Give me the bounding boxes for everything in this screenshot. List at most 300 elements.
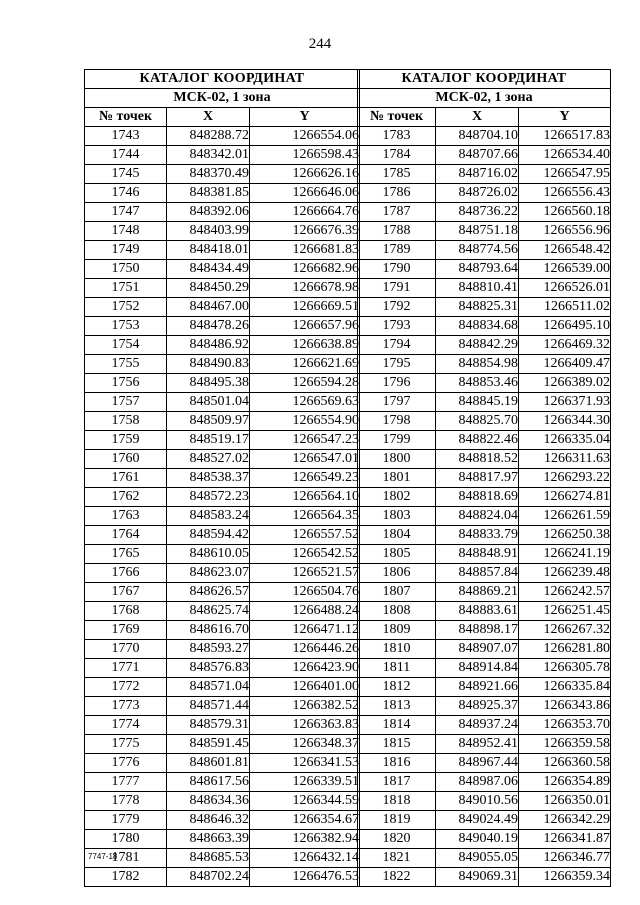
point-number-cell: 1814 — [358, 716, 436, 735]
table-row — [358, 773, 611, 792]
table-row — [85, 469, 360, 488]
table-title-row — [85, 70, 360, 89]
y-coordinate-cell: 1266344.30 — [519, 412, 611, 431]
point-number-cell: 1778 — [85, 792, 167, 811]
point-number-cell: 1788 — [358, 222, 436, 241]
table-row — [85, 659, 360, 678]
point-number-cell: 1805 — [358, 545, 436, 564]
y-coordinate-cell: 1266678.98 — [250, 279, 360, 298]
table-row — [85, 317, 360, 336]
x-coordinate-cell: 848509.97 — [167, 412, 250, 431]
x-coordinate-cell: 848490.83 — [167, 355, 250, 374]
table-subtitle-row — [85, 89, 360, 108]
x-coordinate-cell: 848467.00 — [167, 298, 250, 317]
y-coordinate-cell: 1266261.59 — [519, 507, 611, 526]
y-coordinate-cell: 1266469.32 — [519, 336, 611, 355]
table-row — [358, 146, 611, 165]
table-row — [85, 507, 360, 526]
y-coordinate-cell: 1266521.57 — [250, 564, 360, 583]
x-coordinate-cell: 848854.98 — [436, 355, 519, 374]
x-coordinate-cell: 848952.41 — [436, 735, 519, 754]
table-row — [358, 716, 611, 735]
column-header-y: Y — [250, 108, 360, 127]
table-row — [358, 450, 611, 469]
y-coordinate-cell: 1266569.63 — [250, 393, 360, 412]
y-coordinate-cell: 1266250.38 — [519, 526, 611, 545]
y-coordinate-cell: 1266598.43 — [250, 146, 360, 165]
table-row — [358, 602, 611, 621]
table-header-row — [85, 108, 360, 127]
table-row — [85, 355, 360, 374]
table-row — [358, 488, 611, 507]
point-number-cell: 1819 — [358, 811, 436, 830]
y-coordinate-cell: 1266350.01 — [519, 792, 611, 811]
x-coordinate-cell: 849010.56 — [436, 792, 519, 811]
table-row — [358, 374, 611, 393]
y-coordinate-cell: 1266594.28 — [250, 374, 360, 393]
x-coordinate-cell: 848663.39 — [167, 830, 250, 849]
x-coordinate-cell: 848842.29 — [436, 336, 519, 355]
table-row — [358, 507, 611, 526]
x-coordinate-cell: 848392.06 — [167, 203, 250, 222]
x-coordinate-cell: 848883.61 — [436, 602, 519, 621]
point-number-cell: 1775 — [85, 735, 167, 754]
table-row — [85, 184, 360, 203]
y-coordinate-cell: 1266344.59 — [250, 792, 360, 811]
table-row — [85, 165, 360, 184]
column-header-y: Y — [519, 108, 611, 127]
point-number-cell: 1798 — [358, 412, 436, 431]
x-coordinate-cell: 848571.44 — [167, 697, 250, 716]
point-number-cell: 1769 — [85, 621, 167, 640]
y-coordinate-cell: 1266335.84 — [519, 678, 611, 697]
table-row — [85, 830, 360, 849]
table-row — [358, 830, 611, 849]
table-row — [358, 697, 611, 716]
point-number-cell: 1797 — [358, 393, 436, 412]
y-coordinate-cell: 1266681.83 — [250, 241, 360, 260]
y-coordinate-cell: 1266557.52 — [250, 526, 360, 545]
y-coordinate-cell: 1266446.26 — [250, 640, 360, 659]
x-coordinate-cell: 848486.92 — [167, 336, 250, 355]
x-coordinate-cell: 848450.29 — [167, 279, 250, 298]
point-number-cell: 1822 — [358, 868, 436, 887]
table-row — [358, 203, 611, 222]
table-row — [85, 716, 360, 735]
x-coordinate-cell: 848572.23 — [167, 488, 250, 507]
point-number-cell: 1743 — [85, 127, 167, 146]
table-row — [358, 279, 611, 298]
table-row — [358, 564, 611, 583]
point-number-cell: 1802 — [358, 488, 436, 507]
x-coordinate-cell: 848623.07 — [167, 564, 250, 583]
point-number-cell: 1761 — [85, 469, 167, 488]
y-coordinate-cell: 1266348.37 — [250, 735, 360, 754]
point-number-cell: 1746 — [85, 184, 167, 203]
table-row — [358, 165, 611, 184]
y-coordinate-cell: 1266354.67 — [250, 811, 360, 830]
x-coordinate-cell: 848418.01 — [167, 241, 250, 260]
x-coordinate-cell: 848736.22 — [436, 203, 519, 222]
table-row — [85, 412, 360, 431]
x-coordinate-cell: 848594.42 — [167, 526, 250, 545]
y-coordinate-cell: 1266564.35 — [250, 507, 360, 526]
point-number-cell: 1751 — [85, 279, 167, 298]
x-coordinate-cell: 848751.18 — [436, 222, 519, 241]
point-number-cell: 1803 — [358, 507, 436, 526]
y-coordinate-cell: 1266281.80 — [519, 640, 611, 659]
x-coordinate-cell: 848593.27 — [167, 640, 250, 659]
x-coordinate-cell: 848571.04 — [167, 678, 250, 697]
x-coordinate-cell: 848381.85 — [167, 184, 250, 203]
point-number-cell: 1747 — [85, 203, 167, 222]
y-coordinate-cell: 1266401.00 — [250, 678, 360, 697]
table-row — [358, 317, 611, 336]
table-row — [358, 431, 611, 450]
table-row — [358, 526, 611, 545]
table-header-row — [358, 108, 611, 127]
y-coordinate-cell: 1266335.04 — [519, 431, 611, 450]
point-number-cell: 1817 — [358, 773, 436, 792]
y-coordinate-cell: 1266560.18 — [519, 203, 611, 222]
y-coordinate-cell: 1266471.12 — [250, 621, 360, 640]
y-coordinate-cell: 1266646.06 — [250, 184, 360, 203]
point-number-cell: 1804 — [358, 526, 436, 545]
y-coordinate-cell: 1266363.83 — [250, 716, 360, 735]
x-coordinate-cell: 848646.32 — [167, 811, 250, 830]
point-number-cell: 1771 — [85, 659, 167, 678]
point-number-cell: 1752 — [85, 298, 167, 317]
x-coordinate-cell: 848478.26 — [167, 317, 250, 336]
table-row — [85, 203, 360, 222]
table-title-row — [358, 70, 611, 89]
table-row — [85, 811, 360, 830]
x-coordinate-cell: 848288.72 — [167, 127, 250, 146]
y-coordinate-cell: 1266539.00 — [519, 260, 611, 279]
point-number-cell: 1758 — [85, 412, 167, 431]
y-coordinate-cell: 1266267.32 — [519, 621, 611, 640]
y-coordinate-cell: 1266339.51 — [250, 773, 360, 792]
table-row — [85, 374, 360, 393]
x-coordinate-cell: 848495.38 — [167, 374, 250, 393]
y-coordinate-cell: 1266488.24 — [250, 602, 360, 621]
y-coordinate-cell: 1266556.43 — [519, 184, 611, 203]
x-coordinate-cell: 848704.10 — [436, 127, 519, 146]
table-row — [85, 336, 360, 355]
point-number-cell: 1795 — [358, 355, 436, 374]
x-coordinate-cell: 848434.49 — [167, 260, 250, 279]
x-coordinate-cell: 848610.05 — [167, 545, 250, 564]
x-coordinate-cell: 849040.19 — [436, 830, 519, 849]
x-coordinate-cell: 848583.24 — [167, 507, 250, 526]
point-number-cell: 1784 — [358, 146, 436, 165]
point-number-cell: 1796 — [358, 374, 436, 393]
point-number-cell: 1770 — [85, 640, 167, 659]
point-number-cell: 1765 — [85, 545, 167, 564]
x-coordinate-cell: 848967.44 — [436, 754, 519, 773]
table-row — [358, 583, 611, 602]
point-number-cell: 1776 — [85, 754, 167, 773]
coordinate-catalog-table-right — [357, 69, 611, 887]
table-row — [85, 602, 360, 621]
y-coordinate-cell: 1266389.02 — [519, 374, 611, 393]
table-title: КАТАЛОГ КООРДИНАТ — [85, 70, 360, 89]
x-coordinate-cell: 848774.56 — [436, 241, 519, 260]
x-coordinate-cell: 848914.84 — [436, 659, 519, 678]
y-coordinate-cell: 1266476.53 — [250, 868, 360, 887]
point-number-cell: 1794 — [358, 336, 436, 355]
y-coordinate-cell: 1266495.10 — [519, 317, 611, 336]
y-coordinate-cell: 1266382.94 — [250, 830, 360, 849]
table-row — [85, 697, 360, 716]
document-code: 7747-18 — [88, 852, 118, 861]
point-number-cell: 1779 — [85, 811, 167, 830]
y-coordinate-cell: 1266346.77 — [519, 849, 611, 868]
x-coordinate-cell: 848342.01 — [167, 146, 250, 165]
y-coordinate-cell: 1266517.83 — [519, 127, 611, 146]
x-coordinate-cell: 848857.84 — [436, 564, 519, 583]
y-coordinate-cell: 1266682.96 — [250, 260, 360, 279]
y-coordinate-cell: 1266542.52 — [250, 545, 360, 564]
x-coordinate-cell: 848634.36 — [167, 792, 250, 811]
table-row — [85, 488, 360, 507]
x-coordinate-cell: 848825.31 — [436, 298, 519, 317]
x-coordinate-cell: 848848.91 — [436, 545, 519, 564]
y-coordinate-cell: 1266554.90 — [250, 412, 360, 431]
point-number-cell: 1749 — [85, 241, 167, 260]
y-coordinate-cell: 1266382.52 — [250, 697, 360, 716]
point-number-cell: 1799 — [358, 431, 436, 450]
x-coordinate-cell: 848519.17 — [167, 431, 250, 450]
point-number-cell: 1800 — [358, 450, 436, 469]
x-coordinate-cell: 848937.24 — [436, 716, 519, 735]
x-coordinate-cell: 848591.45 — [167, 735, 250, 754]
column-header-x: X — [167, 108, 250, 127]
x-coordinate-cell: 848853.46 — [436, 374, 519, 393]
x-coordinate-cell: 848925.37 — [436, 697, 519, 716]
x-coordinate-cell: 848869.21 — [436, 583, 519, 602]
y-coordinate-cell: 1266242.57 — [519, 583, 611, 602]
point-number-cell: 1786 — [358, 184, 436, 203]
x-coordinate-cell: 848987.06 — [436, 773, 519, 792]
x-coordinate-cell: 848601.81 — [167, 754, 250, 773]
point-number-cell: 1744 — [85, 146, 167, 165]
y-coordinate-cell: 1266548.42 — [519, 241, 611, 260]
point-number-cell: 1821 — [358, 849, 436, 868]
x-coordinate-cell: 848625.74 — [167, 602, 250, 621]
point-number-cell: 1820 — [358, 830, 436, 849]
point-number-cell: 1811 — [358, 659, 436, 678]
point-number-cell: 1806 — [358, 564, 436, 583]
x-coordinate-cell: 848702.24 — [167, 868, 250, 887]
y-coordinate-cell: 1266556.96 — [519, 222, 611, 241]
table-row — [358, 355, 611, 374]
table-row — [358, 640, 611, 659]
y-coordinate-cell: 1266423.90 — [250, 659, 360, 678]
point-number-cell: 1748 — [85, 222, 167, 241]
y-coordinate-cell: 1266274.81 — [519, 488, 611, 507]
table-row — [85, 222, 360, 241]
point-number-cell: 1760 — [85, 450, 167, 469]
point-number-cell: 1764 — [85, 526, 167, 545]
table-row — [358, 222, 611, 241]
x-coordinate-cell: 848576.83 — [167, 659, 250, 678]
table-row — [358, 184, 611, 203]
y-coordinate-cell: 1266341.53 — [250, 754, 360, 773]
point-number-cell: 1809 — [358, 621, 436, 640]
x-coordinate-cell: 848834.68 — [436, 317, 519, 336]
y-coordinate-cell: 1266669.51 — [250, 298, 360, 317]
table-row — [358, 735, 611, 754]
y-coordinate-cell: 1266626.16 — [250, 165, 360, 184]
y-coordinate-cell: 1266359.58 — [519, 735, 611, 754]
x-coordinate-cell: 848817.97 — [436, 469, 519, 488]
y-coordinate-cell: 1266511.02 — [519, 298, 611, 317]
y-coordinate-cell: 1266657.96 — [250, 317, 360, 336]
x-coordinate-cell: 848685.53 — [167, 849, 250, 868]
point-number-cell: 1812 — [358, 678, 436, 697]
table-row — [85, 146, 360, 165]
x-coordinate-cell: 848822.46 — [436, 431, 519, 450]
point-number-cell: 1753 — [85, 317, 167, 336]
y-coordinate-cell: 1266354.89 — [519, 773, 611, 792]
table-row — [358, 260, 611, 279]
y-coordinate-cell: 1266241.19 — [519, 545, 611, 564]
y-coordinate-cell: 1266504.76 — [250, 583, 360, 602]
table-row — [85, 298, 360, 317]
x-coordinate-cell: 848810.41 — [436, 279, 519, 298]
table-row — [85, 260, 360, 279]
coordinate-catalog-table-left — [84, 69, 360, 887]
point-number-cell: 1801 — [358, 469, 436, 488]
x-coordinate-cell: 848617.56 — [167, 773, 250, 792]
table-row — [358, 792, 611, 811]
table-row — [85, 564, 360, 583]
point-number-cell: 1818 — [358, 792, 436, 811]
x-coordinate-cell: 848579.31 — [167, 716, 250, 735]
point-number-cell: 1767 — [85, 583, 167, 602]
table-subtitle: МСК-02, 1 зона — [85, 89, 360, 108]
point-number-cell: 1774 — [85, 716, 167, 735]
point-number-cell: 1762 — [85, 488, 167, 507]
table-row — [358, 469, 611, 488]
table-row — [358, 659, 611, 678]
table-row — [358, 868, 611, 887]
point-number-cell: 1772 — [85, 678, 167, 697]
point-number-cell: 1766 — [85, 564, 167, 583]
x-coordinate-cell: 848824.04 — [436, 507, 519, 526]
point-number-cell: 1759 — [85, 431, 167, 450]
table-row — [85, 640, 360, 659]
point-number-cell: 1756 — [85, 374, 167, 393]
x-coordinate-cell: 848527.02 — [167, 450, 250, 469]
table-row — [85, 754, 360, 773]
y-coordinate-cell: 1266341.87 — [519, 830, 611, 849]
table-row — [85, 621, 360, 640]
point-number-cell: 1773 — [85, 697, 167, 716]
point-number-cell: 1789 — [358, 241, 436, 260]
table-row — [358, 849, 611, 868]
point-number-cell: 1793 — [358, 317, 436, 336]
point-number-cell: 1754 — [85, 336, 167, 355]
table-row — [85, 279, 360, 298]
table-row — [85, 678, 360, 697]
y-coordinate-cell: 1266239.48 — [519, 564, 611, 583]
y-coordinate-cell: 1266526.01 — [519, 279, 611, 298]
x-coordinate-cell: 848907.07 — [436, 640, 519, 659]
table-subtitle: МСК-02, 1 зона — [358, 89, 611, 108]
table-row — [85, 792, 360, 811]
x-coordinate-cell: 848898.17 — [436, 621, 519, 640]
x-coordinate-cell: 848538.37 — [167, 469, 250, 488]
y-coordinate-cell: 1266359.34 — [519, 868, 611, 887]
y-coordinate-cell: 1266547.95 — [519, 165, 611, 184]
x-coordinate-cell: 848845.19 — [436, 393, 519, 412]
table-row — [358, 621, 611, 640]
table-row — [358, 678, 611, 697]
y-coordinate-cell: 1266547.23 — [250, 431, 360, 450]
y-coordinate-cell: 1266293.22 — [519, 469, 611, 488]
y-coordinate-cell: 1266621.69 — [250, 355, 360, 374]
y-coordinate-cell: 1266676.39 — [250, 222, 360, 241]
y-coordinate-cell: 1266409.47 — [519, 355, 611, 374]
y-coordinate-cell: 1266353.70 — [519, 716, 611, 735]
y-coordinate-cell: 1266342.29 — [519, 811, 611, 830]
table-row — [85, 545, 360, 564]
x-coordinate-cell: 848793.64 — [436, 260, 519, 279]
table-row — [85, 526, 360, 545]
x-coordinate-cell: 848707.66 — [436, 146, 519, 165]
point-number-cell: 1777 — [85, 773, 167, 792]
point-number-cell: 1813 — [358, 697, 436, 716]
y-coordinate-cell: 1266432.14 — [250, 849, 360, 868]
table-row — [85, 773, 360, 792]
table-row — [358, 336, 611, 355]
x-coordinate-cell: 848818.69 — [436, 488, 519, 507]
point-number-cell: 1810 — [358, 640, 436, 659]
x-coordinate-cell: 848833.79 — [436, 526, 519, 545]
table-title: КАТАЛОГ КООРДИНАТ — [358, 70, 611, 89]
y-coordinate-cell: 1266251.45 — [519, 602, 611, 621]
x-coordinate-cell: 848370.49 — [167, 165, 250, 184]
table-row — [85, 868, 360, 887]
table-row — [85, 849, 360, 868]
point-number-cell: 1792 — [358, 298, 436, 317]
point-number-cell: 1755 — [85, 355, 167, 374]
column-header-point: № точек — [358, 108, 436, 127]
x-coordinate-cell: 848825.70 — [436, 412, 519, 431]
y-coordinate-cell: 1266343.86 — [519, 697, 611, 716]
point-number-cell: 1750 — [85, 260, 167, 279]
point-number-cell: 1745 — [85, 165, 167, 184]
point-number-cell: 1787 — [358, 203, 436, 222]
y-coordinate-cell: 1266564.10 — [250, 488, 360, 507]
point-number-cell: 1785 — [358, 165, 436, 184]
point-number-cell: 1768 — [85, 602, 167, 621]
point-number-cell: 1763 — [85, 507, 167, 526]
y-coordinate-cell: 1266554.06 — [250, 127, 360, 146]
table-row — [358, 298, 611, 317]
x-coordinate-cell: 848626.57 — [167, 583, 250, 602]
y-coordinate-cell: 1266547.01 — [250, 450, 360, 469]
table-row — [85, 393, 360, 412]
table-row — [85, 241, 360, 260]
point-number-cell: 1815 — [358, 735, 436, 754]
table-row — [358, 127, 611, 146]
table-row — [85, 127, 360, 146]
table-row — [358, 241, 611, 260]
point-number-cell: 1816 — [358, 754, 436, 773]
